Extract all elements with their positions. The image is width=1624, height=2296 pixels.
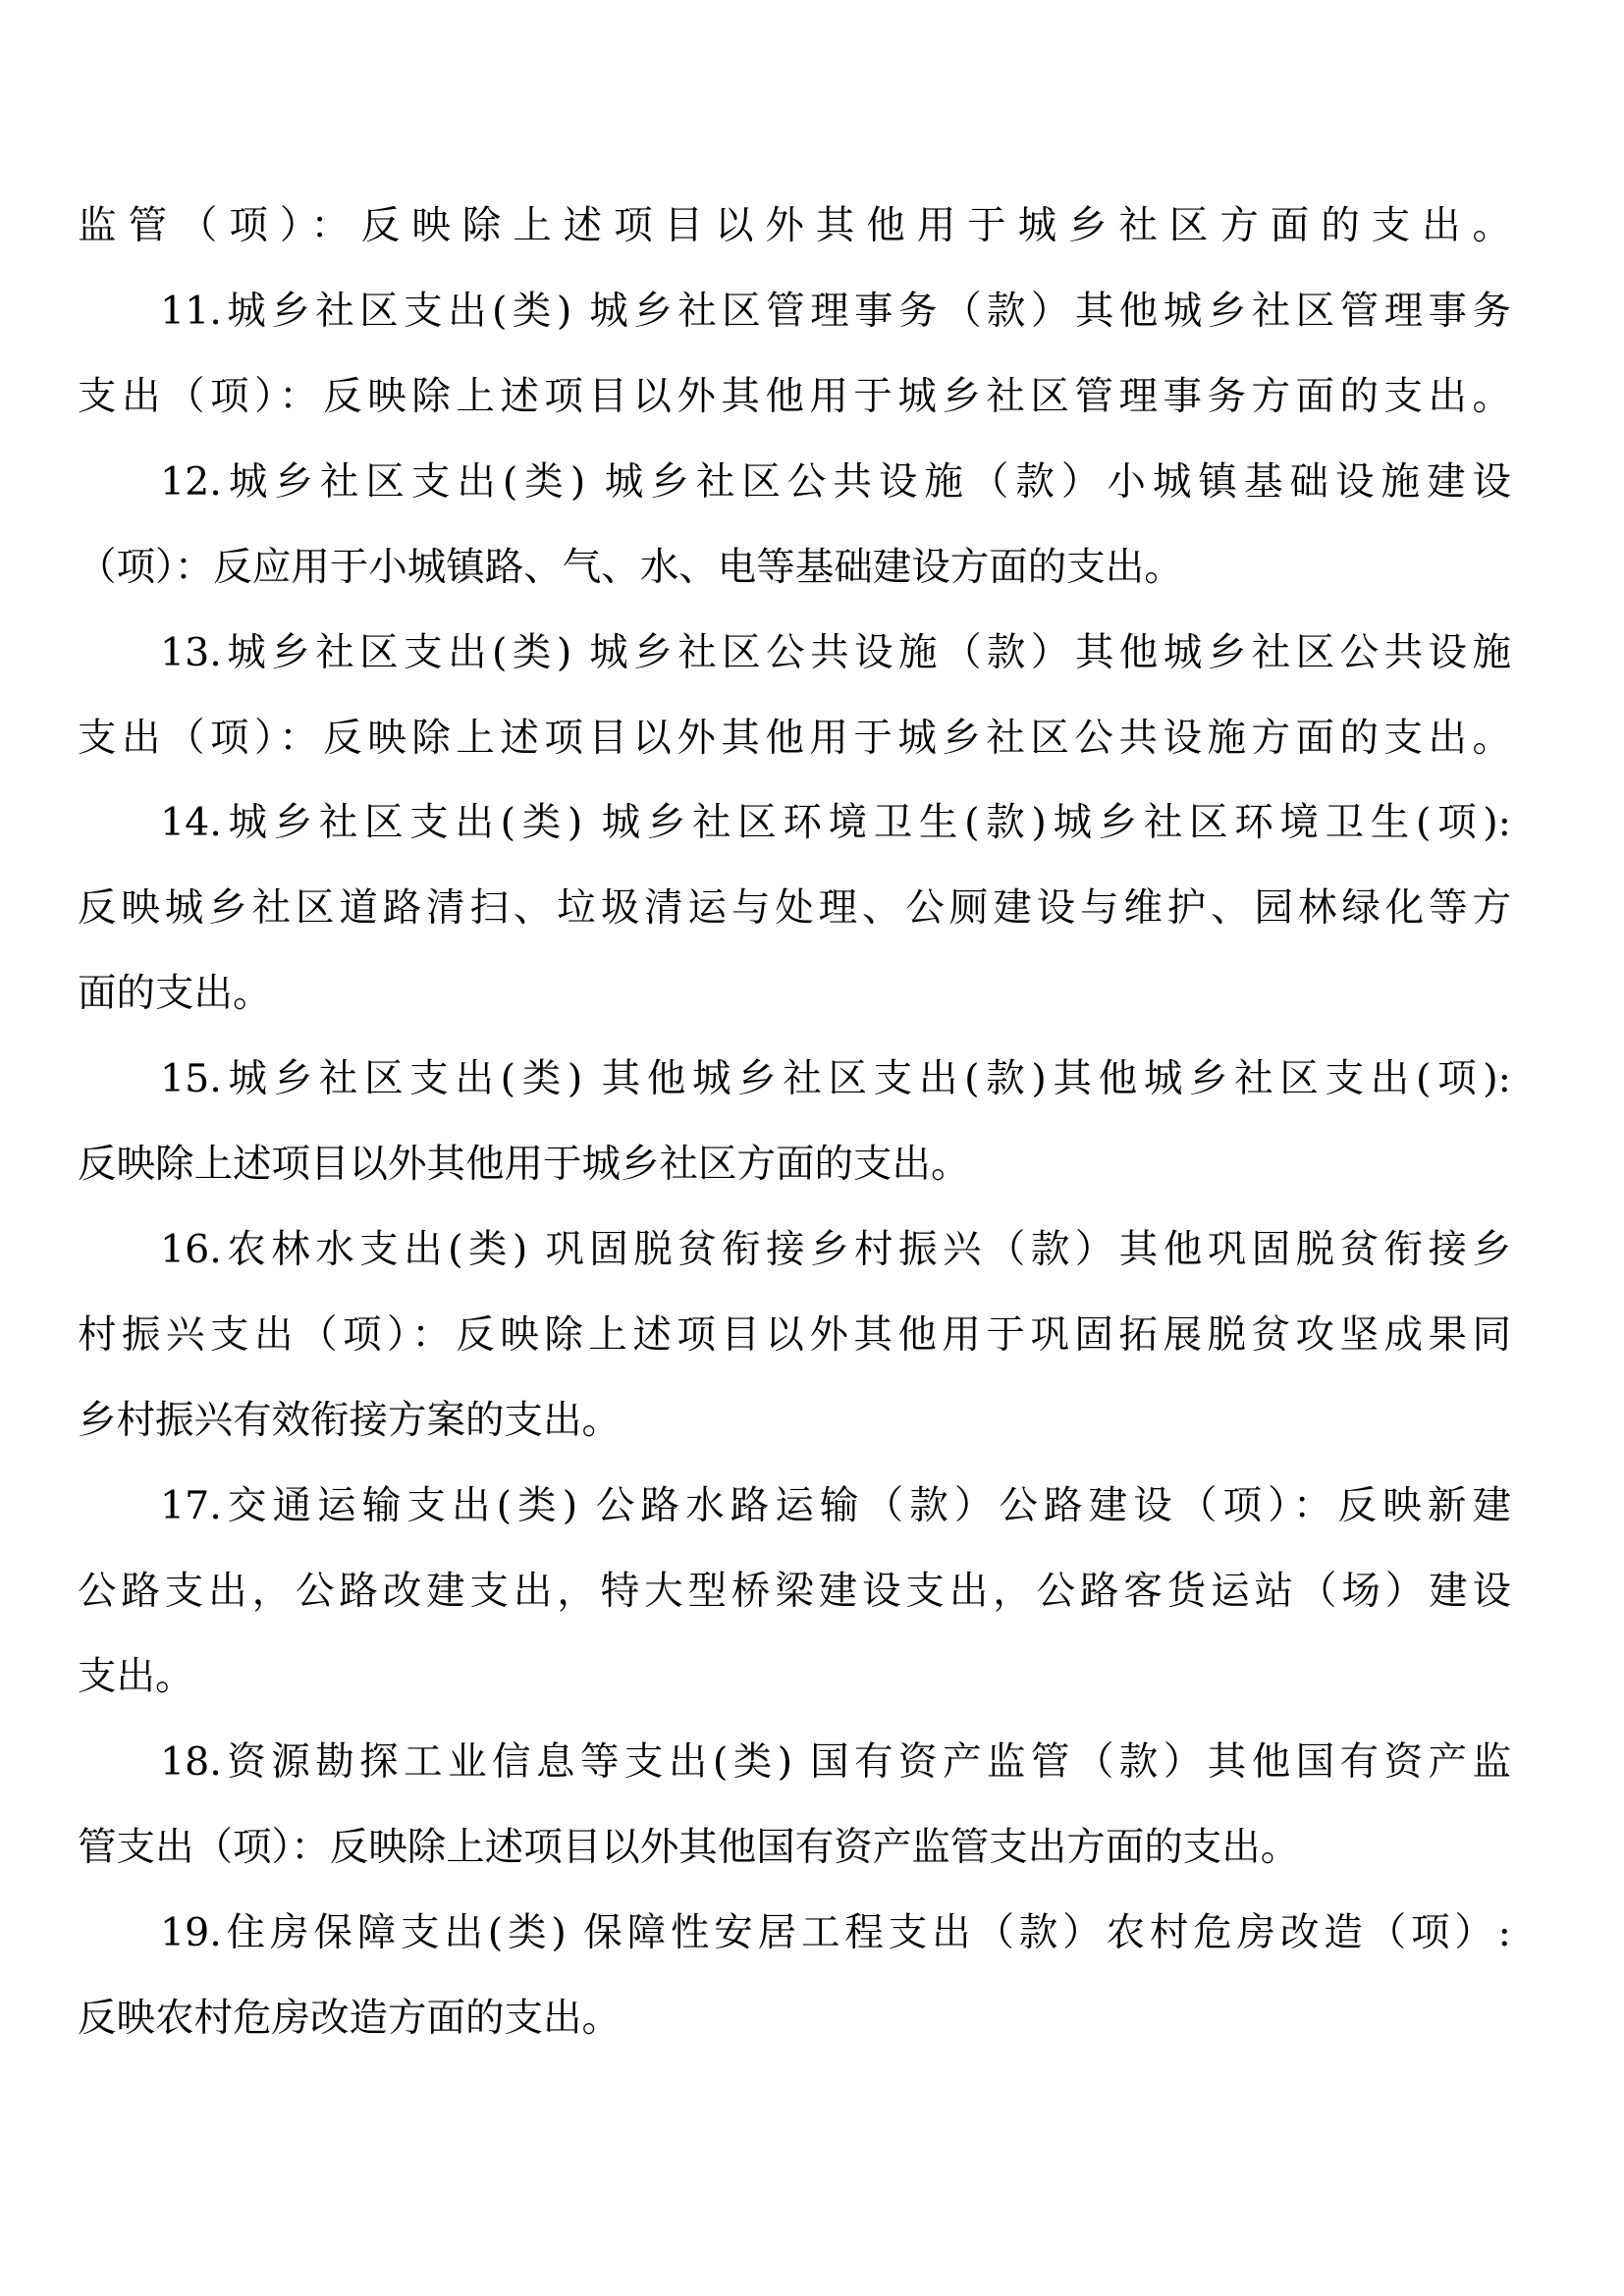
paragraph-line: 公路支出，公路改建支出，特大型桥梁建设支出，公路客货运站（场）建设 [78, 1569, 1511, 1614]
paragraph-line: 反映除上述项目以外其他用于城乡社区方面的支出。 [78, 1142, 970, 1187]
paragraph-line: （项）：反应用于小城镇路、气、水、电等基础建设方面的支出。 [78, 545, 1183, 590]
paragraph-line: 支出（项）：反映除上述项目以外其他用于城乡社区公共设施方面的支出。 [78, 716, 1511, 761]
paragraph-line: 14.城乡社区支出(类) 城乡社区环境卫生(款)城乡社区环境卫生(项): [160, 800, 1511, 845]
paragraph-line: 反映农村危房改造方面的支出。 [78, 1996, 621, 2041]
paragraph-line: 支出（项）：反映除上述项目以外其他用于城乡社区管理事务方面的支出。 [78, 374, 1511, 419]
paragraph-line: 管支出（项）：反映除上述项目以外其他国有资产监管支出方面的支出。 [78, 1825, 1300, 1870]
paragraph-line: 支出。 [78, 1654, 194, 1699]
paragraph-line: 村振兴支出（项）：反映除上述项目以外其他用于巩固拓展脱贫攻坚成果同 [78, 1312, 1511, 1358]
paragraph-line: 12.城乡社区支出(类) 城乡社区公共设施（款）小城镇基础设施建设 [160, 459, 1511, 505]
paragraph-line: 16.农林水支出(类) 巩固脱贫衔接乡村振兴（款）其他巩固脱贫衔接乡 [160, 1227, 1511, 1272]
paragraph-line: 乡村振兴有效衔接方案的支出。 [78, 1398, 621, 1443]
paragraph-line: 15.城乡社区支出(类) 其他城乡社区支出(款)其他城乡社区支出(项): [160, 1056, 1511, 1101]
paragraph-line: 17.交通运输支出(类) 公路水路运输（款）公路建设（项）：反映新建 [160, 1483, 1511, 1528]
paragraph-line: 反映城乡社区道路清扫、垃圾清运与处理、公厕建设与维护、园林绿化等方 [78, 885, 1511, 931]
paragraph-line: 面的支出。 [78, 971, 272, 1016]
paragraph-line: 13.城乡社区支出(类) 城乡社区公共设施（款）其他城乡社区公共设施 [160, 630, 1511, 675]
paragraph-line: 19.住房保障支出(类) 保障性安居工程支出（款）农村危房改造（项）: [160, 1910, 1511, 1955]
paragraph-line: 18.资源勘探工业信息等支出(类) 国有资产监管（款）其他国有资产监 [160, 1739, 1511, 1785]
paragraph-line: 11.城乡社区支出(类) 城乡社区管理事务（款）其他城乡社区管理事务 [160, 289, 1511, 334]
paragraph-line: 监管（项）：反映除上述项目以外其他用于城乡社区方面的支出。 [78, 203, 1511, 248]
